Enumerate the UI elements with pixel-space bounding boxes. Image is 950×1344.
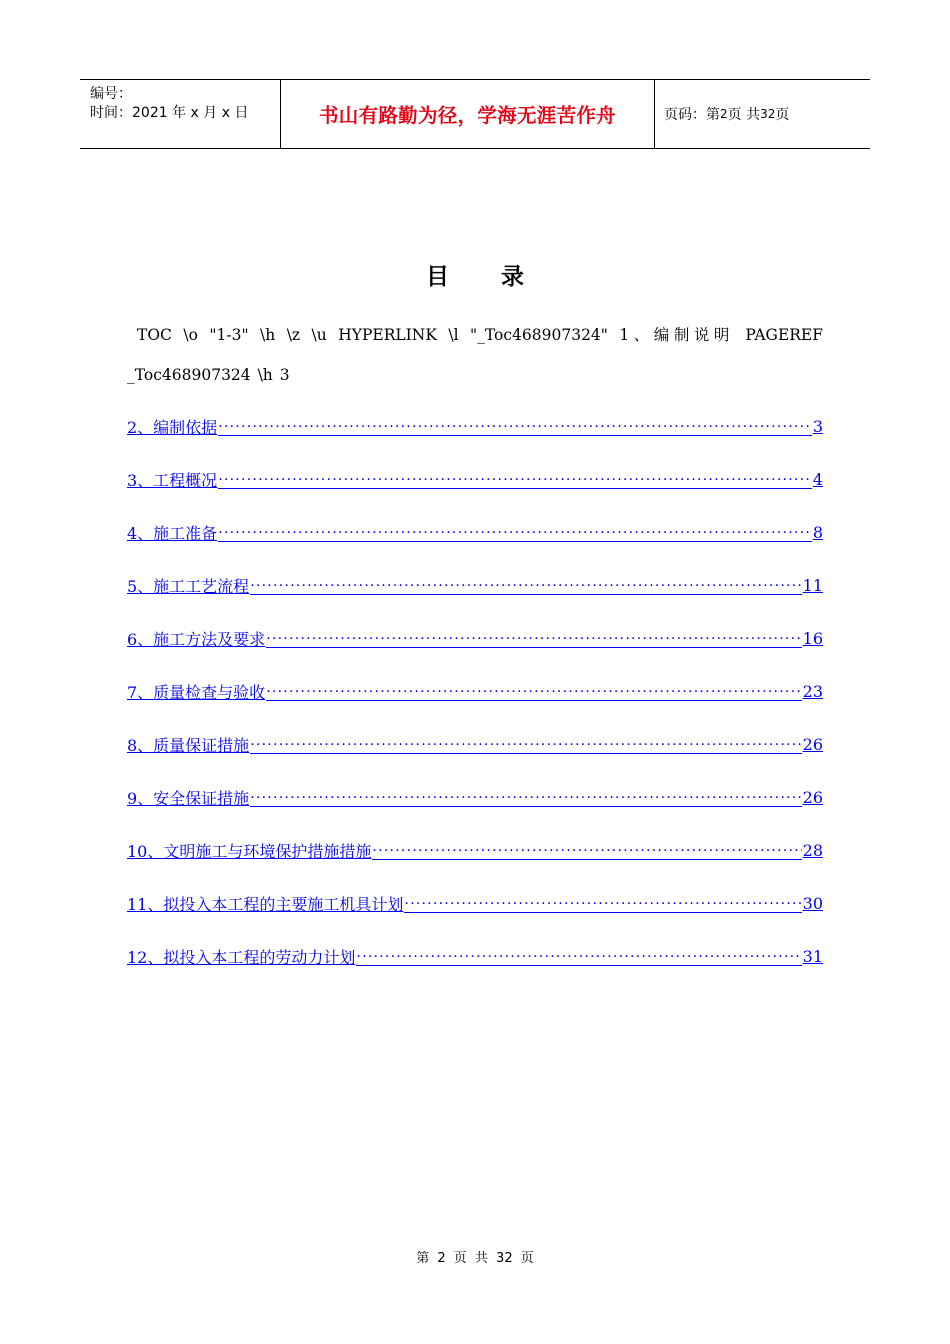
toc-link-page: 26	[802, 735, 823, 754]
page-prefix: 页码：第	[664, 107, 720, 123]
page-footer: 第 2 页 共 32 页	[416, 1251, 534, 1266]
toc-link-page: 3	[812, 417, 823, 436]
header-meta-cell	[80, 80, 281, 148]
toc-leader-dots	[218, 524, 812, 542]
toc-link[interactable]	[127, 877, 823, 930]
toc-link-page: 16	[802, 629, 823, 648]
toc-link[interactable]	[127, 771, 823, 824]
toc-link-page: 30	[802, 894, 823, 913]
toc-leader-dots	[266, 630, 801, 648]
toc-link-label: 6、施工方法及要求	[127, 630, 266, 649]
toc-link-label: 5、施工工艺流程	[127, 577, 250, 596]
motto: 书山有路勤为径，学海无涯苦作舟	[318, 104, 616, 127]
page-total: 32	[760, 107, 776, 121]
toc-link-label: 2、编制依据	[127, 418, 218, 437]
toc-link-label: 9、安全保证措施	[127, 789, 250, 808]
toc-leader-dots	[218, 471, 812, 489]
toc-link-label: 8、质量保证措施	[127, 736, 250, 755]
toc-link[interactable]	[127, 612, 823, 665]
toc-link-label: 11、拟投入本工程的主要施工机具计划	[127, 895, 404, 914]
page-mid: 页 共	[727, 107, 761, 123]
toc-field-code: TOC \o "1-3" \h \z \u HYPERLINK \l "_Toc468907324" 1、编制说明 PAGEREF _Toc468907324 \h 3	[127, 326, 823, 384]
toc-link-label: 4、施工准备	[127, 524, 218, 543]
toc-link-page: 4	[812, 470, 823, 489]
toc-link-label: 10、文明施工与环境保护措施措施	[127, 842, 372, 861]
toc-link[interactable]	[127, 824, 823, 877]
toc-link-page: 11	[802, 576, 823, 595]
toc-leader-dots	[250, 577, 801, 595]
serial-label: 编号：	[90, 86, 132, 102]
toc-link-page: 26	[802, 788, 823, 807]
toc-link-page: 8	[812, 523, 823, 542]
toc-link-label: 3、工程概况	[127, 471, 218, 490]
toc-title: 目录	[426, 264, 576, 290]
time-label: 时间：2021 年 x 月 x 日	[90, 105, 249, 121]
toc-list	[127, 400, 823, 983]
header-table	[80, 79, 870, 149]
page-current: 2	[720, 107, 728, 121]
toc-link-page: 31	[802, 947, 823, 966]
toc-leader-dots	[404, 895, 801, 913]
toc-leader-dots	[372, 842, 801, 860]
toc-leader-dots	[250, 736, 801, 754]
toc-leader-dots	[266, 683, 801, 701]
toc-link[interactable]	[127, 665, 823, 718]
header-motto-cell	[281, 80, 655, 148]
toc-link-label: 12、拟投入本工程的劳动力计划	[127, 948, 356, 967]
toc-link-page: 28	[802, 841, 823, 860]
toc-link[interactable]	[127, 453, 823, 506]
toc-leader-dots	[250, 789, 801, 807]
toc-link[interactable]	[127, 718, 823, 771]
toc-leader-dots	[218, 418, 812, 436]
toc-link[interactable]	[127, 930, 823, 983]
toc-link[interactable]	[127, 559, 823, 612]
toc-link[interactable]	[127, 506, 823, 559]
toc-leader-dots	[356, 948, 801, 966]
toc-link-label: 7、质量检查与验收	[127, 683, 266, 702]
toc-link[interactable]	[127, 400, 823, 453]
header-page-cell	[655, 80, 870, 148]
page-suffix: 页	[775, 107, 790, 123]
toc-link-page: 23	[802, 682, 823, 701]
